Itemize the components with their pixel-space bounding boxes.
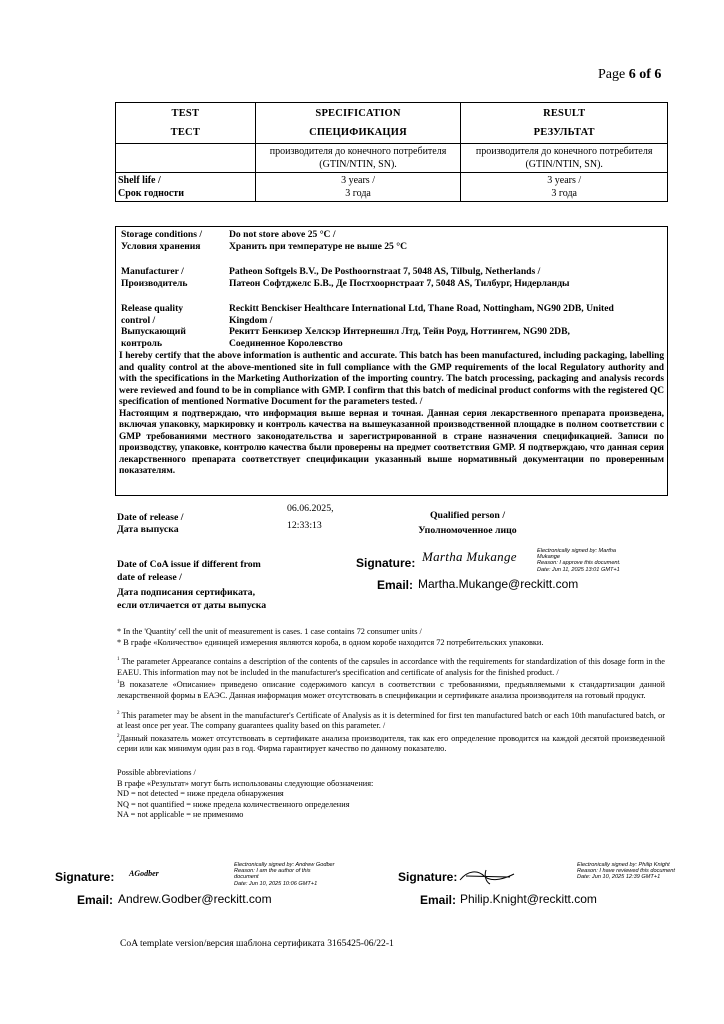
header-test: TEST ТЕСТ bbox=[116, 103, 256, 144]
email-mukange: Martha.Mukange@reckitt.com bbox=[418, 577, 579, 591]
table-row bbox=[116, 144, 668, 173]
release-qc-value: Reckitt Benckiser Healthcare International Ltd, Thane Road, Nottingham, NG90 2DB, United Kingdom / Рекитт Бенкизер Хелскэр Интернешнл Лтд, Тейн Роуд, Ноттингем, NG90 2DB, Соединенное Королевство bbox=[229, 303, 614, 350]
release-qc-label: Release quality control / Выпускающий контроль bbox=[121, 303, 186, 350]
signature-mark-godber: AGodber bbox=[129, 869, 159, 878]
certification-statement bbox=[119, 351, 664, 478]
signature-mark-mukange: Martha Mukange bbox=[422, 549, 517, 564]
spec-table bbox=[115, 102, 668, 202]
header-result: RESULT РЕЗУЛЬТАТ bbox=[461, 103, 668, 144]
spec-cell: 3 years / 3 года bbox=[255, 173, 461, 202]
qualified-person: Qualified person / Уполномоченное лицо bbox=[418, 510, 517, 536]
release-date-label: Date of release / Дата выпуска bbox=[117, 512, 184, 535]
template-version-footer: CoA template version/версия шаблона сертификата 3165425-06/22-1 bbox=[120, 938, 394, 949]
email-label: Email: bbox=[77, 893, 114, 907]
test-cell: Shelf life / Срок годности bbox=[116, 173, 256, 202]
signature-label: Signature: bbox=[356, 556, 416, 570]
page-number: Page 6 of 6 bbox=[598, 67, 662, 82]
coa-date-label: Date of CoA issue if different from date of release / Дата подписания сертификата, если отличается от даты выпуска bbox=[117, 559, 267, 611]
certify-ru: Настоящим я подтверждаю, что информация выше верная и точная. Данная серия лекарственного препарата произведена, включая упаковку, маркировку и контроль качества на вышеуказанной производственной площадке в полном соответствии с GMP требованиями местного законодательства и зарегистрированной в стране назначения спецификацией. Записи по производству, упаковке, контролю качества были проверены на предмет соответствия GMP. Я подтверждаю, что данная серия лекарственного препарата соответствует спецификации указанный выше нормативный документации по проверенным показателям. bbox=[119, 408, 664, 476]
signature-label: Signature: bbox=[55, 870, 115, 884]
esign-block-knight: Electronically signed by: Philip Knight Reason: I have reviewed this document Date: Jun 10, 2025 12:39 GMT+1 bbox=[577, 862, 675, 881]
manufacturer-label: Manufacturer / Производитель bbox=[121, 266, 188, 289]
storage-label: Storage conditions / Условия хранения bbox=[121, 229, 203, 252]
release-date-value: 06.06.2025, 12:33:13 bbox=[287, 503, 334, 531]
manufacturer-value: Patheon Softgels B.V., De Posthoornstraat 7, 5048 AS, Tilbulg, Netherlands / Патеон Софтджелс Б.В., Де Постхоорнстраат 7, 5048 AS, Тилбург, Нидерланды bbox=[229, 266, 570, 289]
spec-cell: производителя до конечного потребителя (GTIN/NTIN, SN). bbox=[255, 144, 461, 173]
info-box bbox=[115, 226, 668, 496]
email-godber: Andrew.Godber@reckitt.com bbox=[118, 892, 272, 906]
signature-mark-knight bbox=[456, 866, 518, 886]
esign-block-mukange: Electronically signed by: Martha Mukange Reason: I approve this document. Date: Jun 11, 2025 13:01 GMT+1 bbox=[537, 548, 621, 573]
storage-value: Do not store above 25 °C / Хранить при температуре не выше 25 °C bbox=[229, 229, 408, 252]
header-specification: SPECIFICATION СПЕЦИФИКАЦИЯ bbox=[255, 103, 461, 144]
result-cell: производителя до конечного потребителя (GTIN/NTIN, SN). bbox=[461, 144, 668, 173]
footnotes: * In the 'Quantity' cell the unit of measurement is cases. 1 case contains 72 consumer units / * В графе «Количество» единицей измерения являются короба, в одном коробе находится 72 потребительских упаковки. $^1$ The parameter Appearance contains a description of the contents of the capsules in accordance with the requirements for standardization of this dosage form in the EAEU. This information may not be included in the manufacturer's specification and certificate of analysis for the finished product. / $^1$В показателе «Описание» приведено описание содержимого капсул в соответствии с требованиями, предъявляемыми к стандартизации данной лекарственной формы в ЕАЭС. Данная информация может отсутствовать в спецификации и сертификате анализа производителя на готовый продукт. $^2$ This parameter may be absent in the manufacturer's Certificate of Analysis as it is determined for first ten manufactured batch or each 10th manufactured batch, or at least once per year. The company guarantees quality based on this parameter. / $^2$Данный показатель может отсутствовать в сертификате анализа производителя, так как его определение проводится на каждой десятой произведенной серии или как минимум один раз в год. Фирма гарантирует качество по данному показателю. Possible abbreviations / В графе «Результат» могут быть использованы следующие обозначения: ND = not detected = ниже предела обнаружения NQ = not quantified = ниже предела количественного определения NA = not applicable = не применимо bbox=[117, 627, 665, 820]
email-label: Email: bbox=[377, 578, 414, 592]
table-row-shelf-life bbox=[116, 173, 668, 202]
esign-block-godber: Electronically signed by: Andrew Godber Reason: I am the author of this document Date: Jun 10, 2025 10:06 GMT+1 bbox=[234, 862, 335, 887]
signature-label: Signature: bbox=[398, 870, 458, 884]
certify-en: I hereby certify that the above information is authentic and accurate. This batch has been manufactured, including packaging, labelling and quality control at the above-mentioned site in full compliance with the GMP requirements of the local Regulatory authority and with the specifications in the Marketing Authorization of the importing country. The batch processing, packaging and analysis records were reviewed and found to be in compliance with GMP. I confirm that this batch of medicinal product conforms with the registered QC specification of mentioned Normative Document for the parameters tested. / bbox=[119, 351, 664, 407]
email-knight: Philip.Knight@reckitt.com bbox=[460, 892, 597, 906]
email-label: Email: bbox=[420, 893, 457, 907]
spec-table-header bbox=[116, 103, 668, 144]
result-cell: 3 years / 3 года bbox=[461, 173, 668, 202]
